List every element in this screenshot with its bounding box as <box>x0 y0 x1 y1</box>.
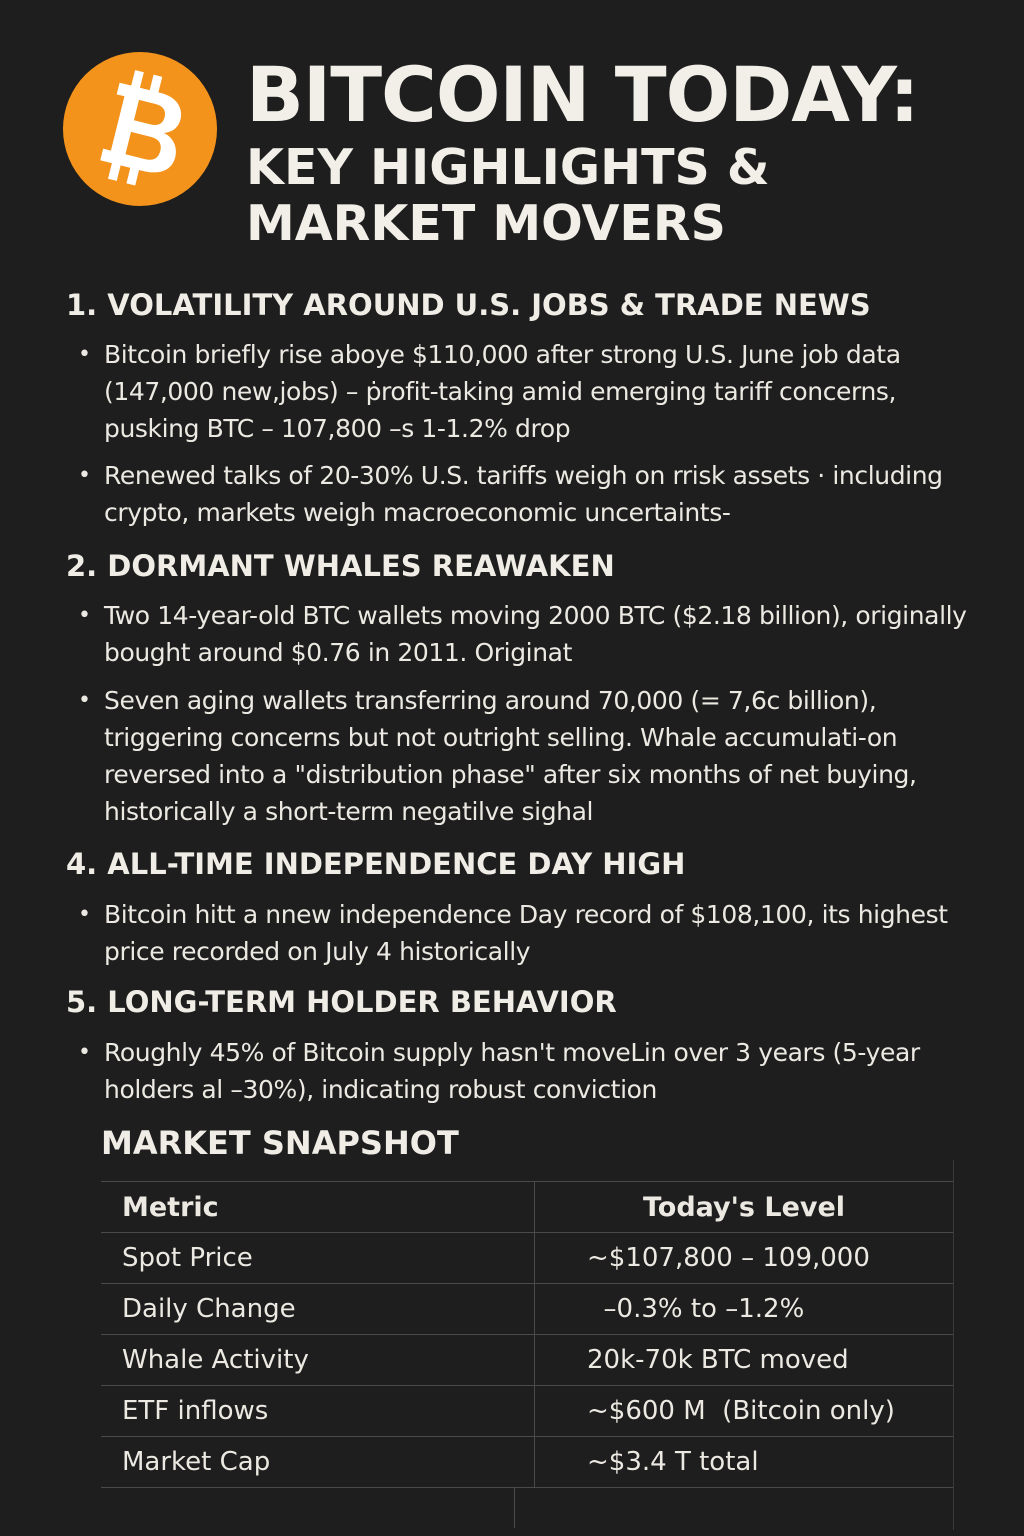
section-heading-long-term-holders: 5. LONG-TERM HOLDER BEHAVIOR <box>66 985 617 1019</box>
metric-cell: ETF inflows <box>101 1386 535 1437</box>
page-subtitle <box>246 140 770 196</box>
section-heading-independence-day: 4. ALL-TIME INDEPENDENCE DAY HIGH <box>66 847 686 881</box>
table-row <box>101 1284 953 1335</box>
list-item: • Seven aging wallets transferring around 70,000 (= 7,6c billion), triggering concerns but not outright selling. Whale accumulati-on reversed into a "distribution phase" after six months of net buying, historically a short-term negatilve sighal <box>104 682 984 830</box>
level-cell: –0.3% to –1.2% <box>535 1284 954 1335</box>
table-row <box>101 1386 953 1437</box>
market-snapshot-table <box>101 1181 953 1488</box>
list-item: • Two 14-year-old BTC wallets moving 2000 BTC ($2.18 billion), originally bought around $0.76 in 2011. Originat <box>104 597 984 671</box>
table-row <box>101 1233 953 1284</box>
level-cell: 20k-70k BTC moved <box>535 1335 954 1386</box>
level-cell: ~$600 M (Bitcoin only) <box>535 1386 954 1437</box>
market-snapshot-title: MARKET SNAPSHOT <box>101 1124 459 1162</box>
metric-cell: Market Cap <box>101 1437 535 1488</box>
metric-cell: Whale Activity <box>101 1335 535 1386</box>
metric-cell: Spot Price <box>101 1233 535 1284</box>
section-heading-volatility: 1. VOLATILITY AROUND U.S. JOBS & TRADE NEWS <box>66 288 871 322</box>
page-title: BITCOIN TODAY: <box>246 50 919 139</box>
column-header-metric: Metric <box>101 1182 535 1233</box>
table-row <box>101 1335 953 1386</box>
level-cell: ~$3.4 T total <box>535 1437 954 1488</box>
table-divider <box>514 1488 515 1528</box>
subtitle-line-1: KEY HIGHLIGHTS & <box>246 139 770 196</box>
level-cell: ~$107,800 – 109,000 <box>535 1233 954 1284</box>
list-item: • Bitcoin briefly rise aboye $110,000 after strong U.S. June job data (147,000 new,jobs) – ṗrofit-taking amid emerging tariff concerns, pusking BTC – 107,800 –s 1-1.2% drop <box>104 336 984 447</box>
column-header-level: Today's Level <box>535 1182 954 1233</box>
subtitle-line-2: MARKET MOVERS <box>246 195 726 252</box>
list-item: • Renewed talks of 20-30% U.S. tariffs weigh on rrisk assets · including crypto, markets weigh macroeconomic uncertaints- <box>104 457 984 531</box>
table-header-row <box>101 1182 953 1233</box>
table-row <box>101 1437 953 1488</box>
page-subtitle-line-2 <box>246 196 726 252</box>
list-item: • Bitcoin hitt a nnew independence Day record of $108,100, its highest price recorded on July 4 historically <box>104 896 984 970</box>
bitcoin-logo-icon <box>63 52 217 206</box>
metric-cell: Daily Change <box>101 1284 535 1335</box>
section-heading-dormant-whales: 2. DORMANT WHALES REAWAKEN <box>66 549 615 583</box>
table-edge <box>953 1160 954 1530</box>
list-item: • Roughly 45% of Bitcoin supply hasn't moveLin over 3 years (5-year holders al –30%), indicating robust conviction <box>104 1034 984 1108</box>
